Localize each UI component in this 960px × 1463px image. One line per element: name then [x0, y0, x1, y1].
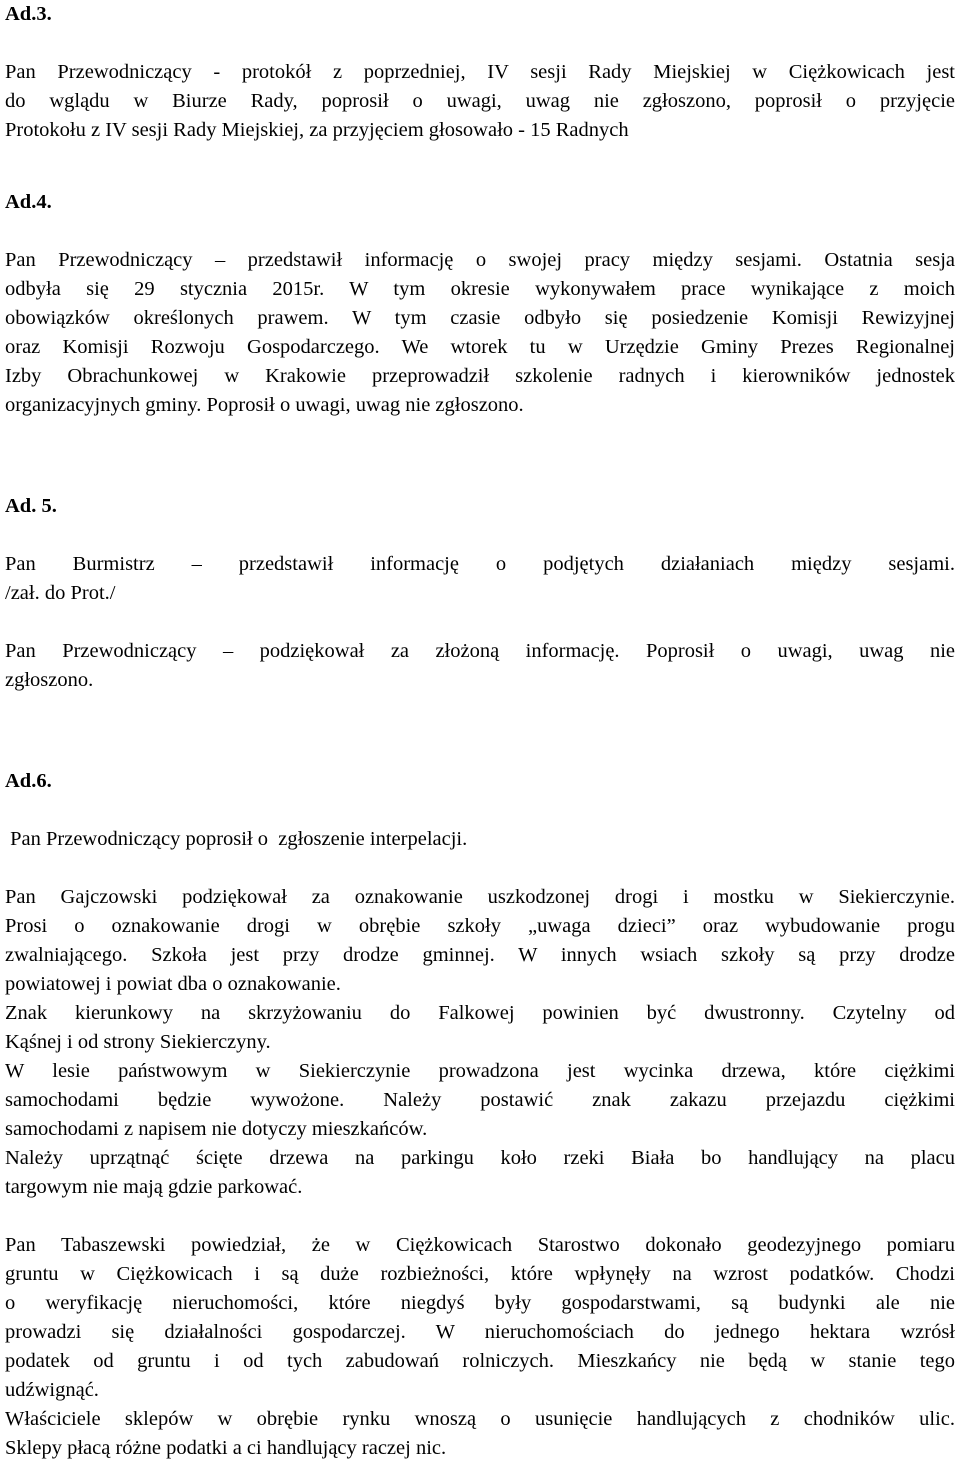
text-line: podatek od gruntu i od tych zabudowań rolniczych. Mieszkańcy nie będą w stanie tego — [5, 1350, 955, 1372]
text-line: Kąśnej i od strony Siekierczyny. — [5, 1031, 271, 1053]
section-heading-ad4: Ad.4. — [5, 191, 52, 213]
text-line: W lesie państwowym w Siekierczynie prowadzona jest wycinka drzewa, które ciężkimi — [5, 1060, 955, 1082]
text-line: Protokołu z IV sesji Rady Miejskiej, za przyjęciem głosowało - 15 Radnych — [5, 119, 629, 141]
text-line: samochodami z napisem nie dotyczy mieszkańców. — [5, 1118, 428, 1140]
paragraph-ad6-intro — [5, 825, 955, 854]
text-line: Pan Tabaszewski powiedział, że w Ciężkowicach Starostwo dokonało geodezyjnego pomiaru — [5, 1234, 955, 1256]
paragraph-ad5-przewodniczacy — [5, 637, 955, 695]
section-heading-ad6: Ad.6. — [5, 770, 52, 792]
text-line: obowiązków określonych prawem. W tym czasie odbyło się posiedzenie Komisji Rewizyjnej — [5, 307, 955, 329]
paragraph-ad6-tabaszewski — [5, 1231, 955, 1463]
paragraph-ad6-gajczowski — [5, 883, 955, 1202]
document-page — [5, 0, 955, 1463]
paragraph-ad5-burmistrz — [5, 550, 955, 608]
text-line: do wglądu w Biurze Rady, poprosił o uwagi, uwag nie zgłoszono, poprosił o przyjęcie — [5, 90, 955, 112]
text-line: Pan Przewodniczący poprosił o zgłoszenie interpelacji. — [5, 828, 468, 850]
section-heading-ad3: Ad.3. — [5, 3, 52, 25]
text-line: samochodami będzie wywożone. Należy postawić znak zakazu przejazdu ciężkimi — [5, 1089, 955, 1111]
paragraph-ad4 — [5, 246, 955, 420]
section-heading-ad5: Ad. 5. — [5, 495, 57, 517]
text-line: Pan Przewodniczący - protokół z poprzedniej, IV sesji Rady Miejskiej w Ciężkowicach jest — [5, 61, 955, 83]
text-line: Prosi o oznakowanie drogi w obrębie szkoły „uwaga dzieci” oraz wybudowanie progu — [5, 915, 955, 937]
text-line: organizacyjnych gminy. Poprosił o uwagi, uwag nie zgłoszono. — [5, 394, 524, 416]
text-line: targowym nie mają gdzie parkować. — [5, 1176, 303, 1198]
text-line: Pan Gajczowski podziękował za oznakowanie uszkodzonej drogi i mostku w Siekierczynie. — [5, 886, 955, 908]
text-line: powiatowej i powiat dba o oznakowanie. — [5, 973, 341, 995]
text-line: gruntu w Ciężkowicach i są duże rozbieżności, które wpłynęły na wzrost podatków. Chodzi — [5, 1263, 955, 1285]
text-line: Izby Obrachunkowej w Krakowie przeprowadził szkolenie radnych i kierowników jednostek — [5, 365, 955, 387]
text-line: zwalniającego. Szkoła jest przy drodze gminnej. W innych wsiach szkoły są przy drodze — [5, 944, 955, 966]
text-line: Sklepy płacą różne podatki a ci handlujący raczej nic. — [5, 1437, 447, 1459]
text-line: oraz Komisji Rozwoju Gospodarczego. We wtorek tu w Urzędzie Gminy Prezes Regionalnej — [5, 336, 955, 358]
text-line: udźwignąć. — [5, 1379, 99, 1401]
text-line: Znak kierunkowy na skrzyżowaniu do Falkowej powinien być dwustronny. Czytelny od — [5, 1002, 955, 1024]
text-line: o weryfikację nieruchomości, które niegdyś były gospodarstwami, są budynki ale nie — [5, 1292, 955, 1314]
text-line: Pan Burmistrz – przedstawił informację o podjętych działaniach między sesjami. — [5, 553, 955, 575]
text-line: odbyła się 29 stycznia 2015r. W tym okresie wykonywałem prace wynikające z moich — [5, 278, 955, 300]
text-line: Pan Przewodniczący – podziękował za złożoną informację. Poprosił o uwagi, uwag nie — [5, 640, 955, 662]
text-line: prowadzi się działalności gospodarczej. W nieruchomościach do jednego hektara wzrósł — [5, 1321, 955, 1343]
text-line: Pan Przewodniczący – przedstawił informację o swojej pracy między sesjami. Ostatnia sesja — [5, 249, 955, 271]
paragraph-ad3 — [5, 58, 955, 145]
text-line: /zał. do Prot./ — [5, 582, 116, 604]
text-line: zgłoszono. — [5, 669, 94, 691]
text-line: Należy uprzątnąć ścięte drzewa na parkingu koło rzeki Biała bo handlujący na placu — [5, 1147, 955, 1169]
text-line: Właściciele sklepów w obrębie rynku wnoszą o usunięcie handlujących z chodników ulic. — [5, 1408, 955, 1430]
